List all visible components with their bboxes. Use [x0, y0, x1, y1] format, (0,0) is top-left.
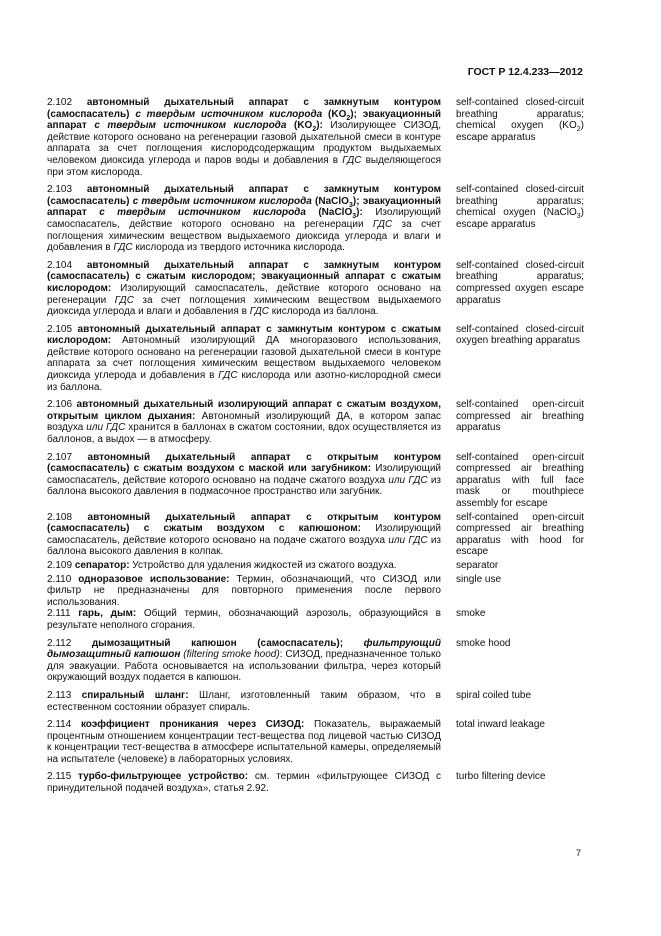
term-equivalent-en: self-contained closed-circuit oxygen breathing apparatus — [456, 323, 584, 347]
term-equivalent-en: single use — [456, 573, 502, 585]
term-definition-ru: 2.114 коэффициент проникания через СИЗОД: Показатель, выражаемый процентным отношением концентрации тест-вещества под лицевой частью СИЗОД к концентрации тест-вещества в атмосфере испытательной камеры, определяемый на испытателе (человеке) в лабораторных условиях. — [47, 719, 441, 765]
term-definition-ru: 2.109 сепаратор: Устройство для удаления жидкостей из сжатого воздуха. — [47, 559, 397, 571]
term-entry — [47, 184, 584, 254]
term-definition-ru: 2.115 турбо-фильтрующее устройство: см. термин «фильтрующее СИЗОД с принудительной подачей воздуха», статья 2.92. — [47, 771, 441, 795]
term-entry — [47, 324, 584, 394]
term-definition-ru: 2.103 автономный дыхательный аппарат с замкнутым контуром (самоспасатель) с твердым источником кислорода (NaClO$_3$); эвакуационный аппарат с твердым источником кислорода (NaClO$_3$): Изолирующий самоспасатель, действие которого основано на регенерации ГДС за счет поглощения химическим веществом выдыхаемого диоксида углерода и влаги и добавления в ГДС кислорода из твердого источника кислорода. — [47, 184, 442, 254]
document-header: ГОСТ Р 12.4.233—2012 — [467, 66, 583, 78]
term-equivalent-en: smoke — [456, 608, 486, 620]
term-entry — [47, 690, 584, 713]
term-definition-ru: 2.102 автономный дыхательный аппарат с замкнутым контуром (самоспасатель) с твердым источником кислорода $(KO_2)$; эвакуационный аппарат с твердым источником кислорода $(KO_2)$: Изолирующее СИЗОД, действие которого основано на регенерации газовой дыхательной смеси в контуре аппарата за счет поглощения кислородсодержащим продуктом выдыхаемых человеком диоксида углерода и паров воды и добавления в ГДС выделяющегося при этом кислорода. — [47, 97, 442, 178]
term-entry — [47, 574, 584, 609]
term-definition-ru: 2.110 одноразовое использование: Термин, обозначающий, что СИЗОД или фильтр не предназначены для повторного применения после первого использования. — [47, 573, 442, 608]
term-definition-ru: 2.113 спиральный шланг: Шланг, изготовленный таким образом, что в естественном состоянии образует спираль. — [47, 689, 441, 713]
term-equivalent-en: self-contained closed-circuit breathing apparatus; chemical oxygen $(KO_2)$ escape apparatus — [456, 97, 584, 143]
term-entries — [47, 97, 584, 795]
term-equivalent-en: self-contained closed-circuit breathing apparatus; chemical oxygen (NaClO$_3$) escape apparatus — [456, 184, 584, 230]
term-definition-ru: 2.105 автономный дыхательный аппарат с замкнутым контуром с сжатым кислородом: Автономный изолирующий ДА многоразового использования, действие которого основано на регенерации газовой дыхательной смеси в контуре аппарата за счет поглощения химическим веществом выдыхаемого человеком диоксида углерода и добавления в ГДС кислорода или азотно-кислородной смеси из баллона. — [47, 323, 441, 393]
term-equivalent-en: self-contained closed-circuit breathing apparatus; compressed oxygen escape apparatus — [456, 259, 584, 306]
term-definition-ru: 2.112 дымозащитный капюшон (самоспасатель); фильтрующий дымозащитный капюшон (filtering smoke hood): СИЗОД, предназначенное только для эвакуации. Работа основывается на использовании фильтра, через который окружающий воздух подается в капюшон. — [47, 637, 441, 684]
term-entry — [47, 399, 584, 445]
term-equivalent-en: self-contained open-circuit compressed air breathing apparatus — [456, 399, 584, 434]
term-equivalent-en: separator — [456, 559, 499, 571]
term-entry — [47, 260, 584, 318]
term-definition-ru: 2.107 автономный дыхательный аппарат с открытым контуром (самоспасатель) с сжатым воздухом с маской или загубником: Изолирующий самоспасатель, действие которого основано на подаче сжатого воздуха или ГДС из баллона высокого давления в подмасочное пространство или загубник. — [47, 451, 441, 498]
term-entry — [47, 560, 584, 572]
term-entry — [47, 608, 584, 631]
term-entry — [47, 452, 584, 510]
term-equivalent-en: total inward leakage — [456, 719, 545, 731]
term-entry — [47, 719, 584, 765]
term-equivalent-en: self-contained open-circuit compressed air breathing apparatus with hood for escape — [456, 511, 584, 558]
page-number: 7 — [575, 848, 581, 858]
term-definition-ru: 2.108 автономный дыхательный аппарат с открытым контуром (самоспасатель) с сжатым воздухом с капюшоном: Изолирующий самоспасатель, действие которого основано на подаче сжатого воздуха или ГДС из баллона высокого давления в колпак. — [47, 511, 441, 558]
term-entry — [47, 771, 584, 794]
term-equivalent-en: turbo filtering device — [456, 771, 546, 783]
term-equivalent-en: smoke hood — [456, 637, 511, 649]
term-definition-ru: 2.111 гарь, дым: Общий термин, обозначающий аэрозоль, образующийся в результате неполного сгорания. — [47, 608, 441, 631]
term-equivalent-en: self-contained open-circuit compressed air breathing apparatus with full face mask or mouthpiece assembly for escape — [456, 451, 584, 509]
term-entry — [47, 638, 584, 684]
term-entry — [47, 512, 584, 558]
term-definition-ru: 2.106 автономный дыхательный изолирующий аппарат с сжатым воздухом, открытым циклом дыхания: Автономный изолирующий ДА, в котором запас воздуха или ГДС хранится в баллонах в сжатом состоянии, вдох осуществляется из баллонов, а выдох — в атмосферу. — [47, 399, 442, 446]
term-definition-ru: 2.104 автономный дыхательный аппарат с замкнутым контуром (самоспасатель) с сжатым кислородом; эвакуационный аппарат с сжатым кислородом: Изолирующий самоспасатель, действие которого основано на регенерации ГДС за счет поглощения химическим веществом выдыхаемого диоксида углерода и влаги и добавления в ГДС кислорода из баллона. — [47, 259, 442, 318]
term-equivalent-en: spiral coiled tube — [456, 689, 532, 701]
term-entry — [47, 97, 584, 178]
